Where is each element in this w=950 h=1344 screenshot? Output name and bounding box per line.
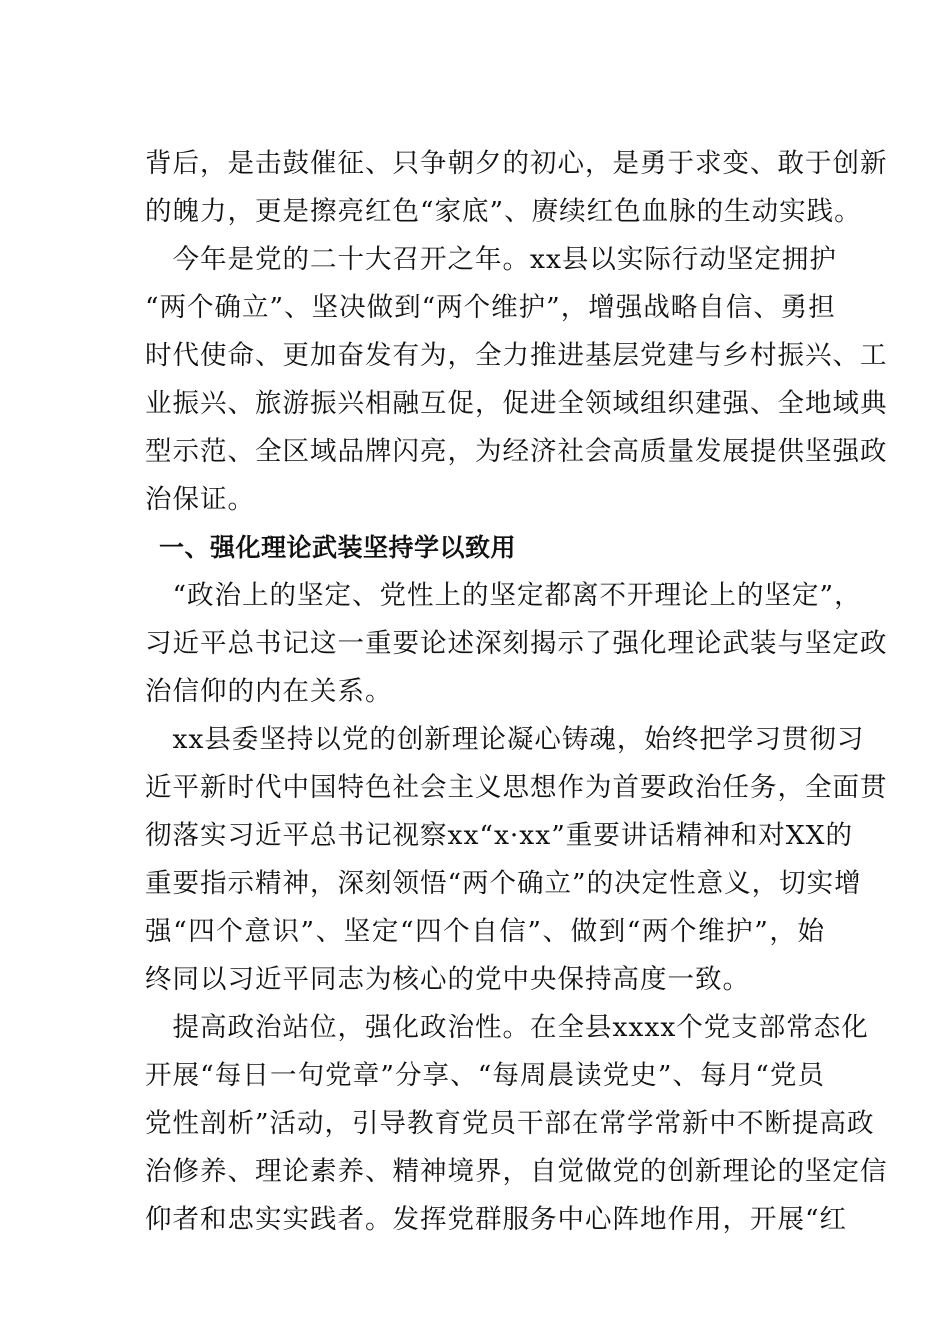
text-line: 的魄力，更是擦亮红色“家底”、赓续红色血脉的生动实践。 bbox=[145, 196, 862, 227]
text-line: 今年是党的二十大召开之年。xx县以实际行动坚定拥护 bbox=[145, 244, 837, 275]
text-line: “两个确立”、坚决做到“两个维护”，增强战略自信、勇担 bbox=[145, 292, 836, 323]
text-line: 仰者和忠实实践者。发挥党群服务中心阵地作用，开展“红 bbox=[145, 1204, 848, 1235]
text-line: 重要指示精神，深刻领悟“两个确立”的决定性意义，切实增 bbox=[145, 868, 862, 899]
text-line: 时代使命、更加奋发有为，全力推进基层党建与乡村振兴、工 bbox=[145, 340, 888, 371]
section-heading: 一、强化理论武装坚持学以致用 bbox=[159, 533, 517, 562]
paragraph bbox=[145, 140, 888, 236]
text-line: 提高政治站位，强化政治性。在全县xxxx个党支部常态化 bbox=[145, 1012, 869, 1043]
text-line: 治修养、理论素养、精神境界，自觉做党的创新理论的坚定信 bbox=[145, 1156, 888, 1187]
text-line: 背后，是击鼓催征、只争朝夕的初心，是勇于求变、敢于创新 bbox=[145, 148, 888, 179]
paragraph bbox=[145, 572, 888, 716]
text-line: 开展“每日一句党章”分享、“每周晨读党史”、每月“党员 bbox=[145, 1060, 825, 1091]
text-line: 业振兴、旅游振兴相融互促，促进全领域组织建强、全地域典 bbox=[145, 388, 888, 419]
text-line: 习近平总书记这一重要论述深刻揭示了强化理论武装与坚定政 bbox=[145, 628, 888, 659]
text-line: 治保证。 bbox=[145, 484, 255, 515]
text-line: 彻落实习近平总书记视察xx“x·xx”重要讲话精神和对XX的 bbox=[145, 820, 853, 851]
text-line: xx县委坚持以党的创新理论凝心铸魂，始终把学习贯彻习 bbox=[145, 724, 865, 755]
paragraph bbox=[145, 716, 888, 1004]
paragraph bbox=[145, 236, 888, 524]
text-line: 治信仰的内在关系。 bbox=[145, 676, 393, 707]
document-body bbox=[145, 140, 888, 1244]
text-line: 近平新时代中国特色社会主义思想作为首要政治任务，全面贯 bbox=[145, 772, 888, 803]
text-line: 党性剖析”活动，引导教育党员干部在常学常新中不断提高政 bbox=[145, 1108, 875, 1139]
paragraph bbox=[145, 1004, 888, 1244]
text-line: 型示范、全区域品牌闪亮，为经济社会高质量发展提供坚强政 bbox=[145, 436, 888, 467]
text-line: 强“四个意识”、坚定“四个自信”、做到“两个维护”，始 bbox=[145, 916, 825, 947]
text-line: 终同以习近平同志为核心的党中央保持高度一致。 bbox=[145, 964, 750, 995]
text-line: “政治上的坚定、党性上的坚定都离不开理论上的坚定”， bbox=[145, 580, 862, 611]
